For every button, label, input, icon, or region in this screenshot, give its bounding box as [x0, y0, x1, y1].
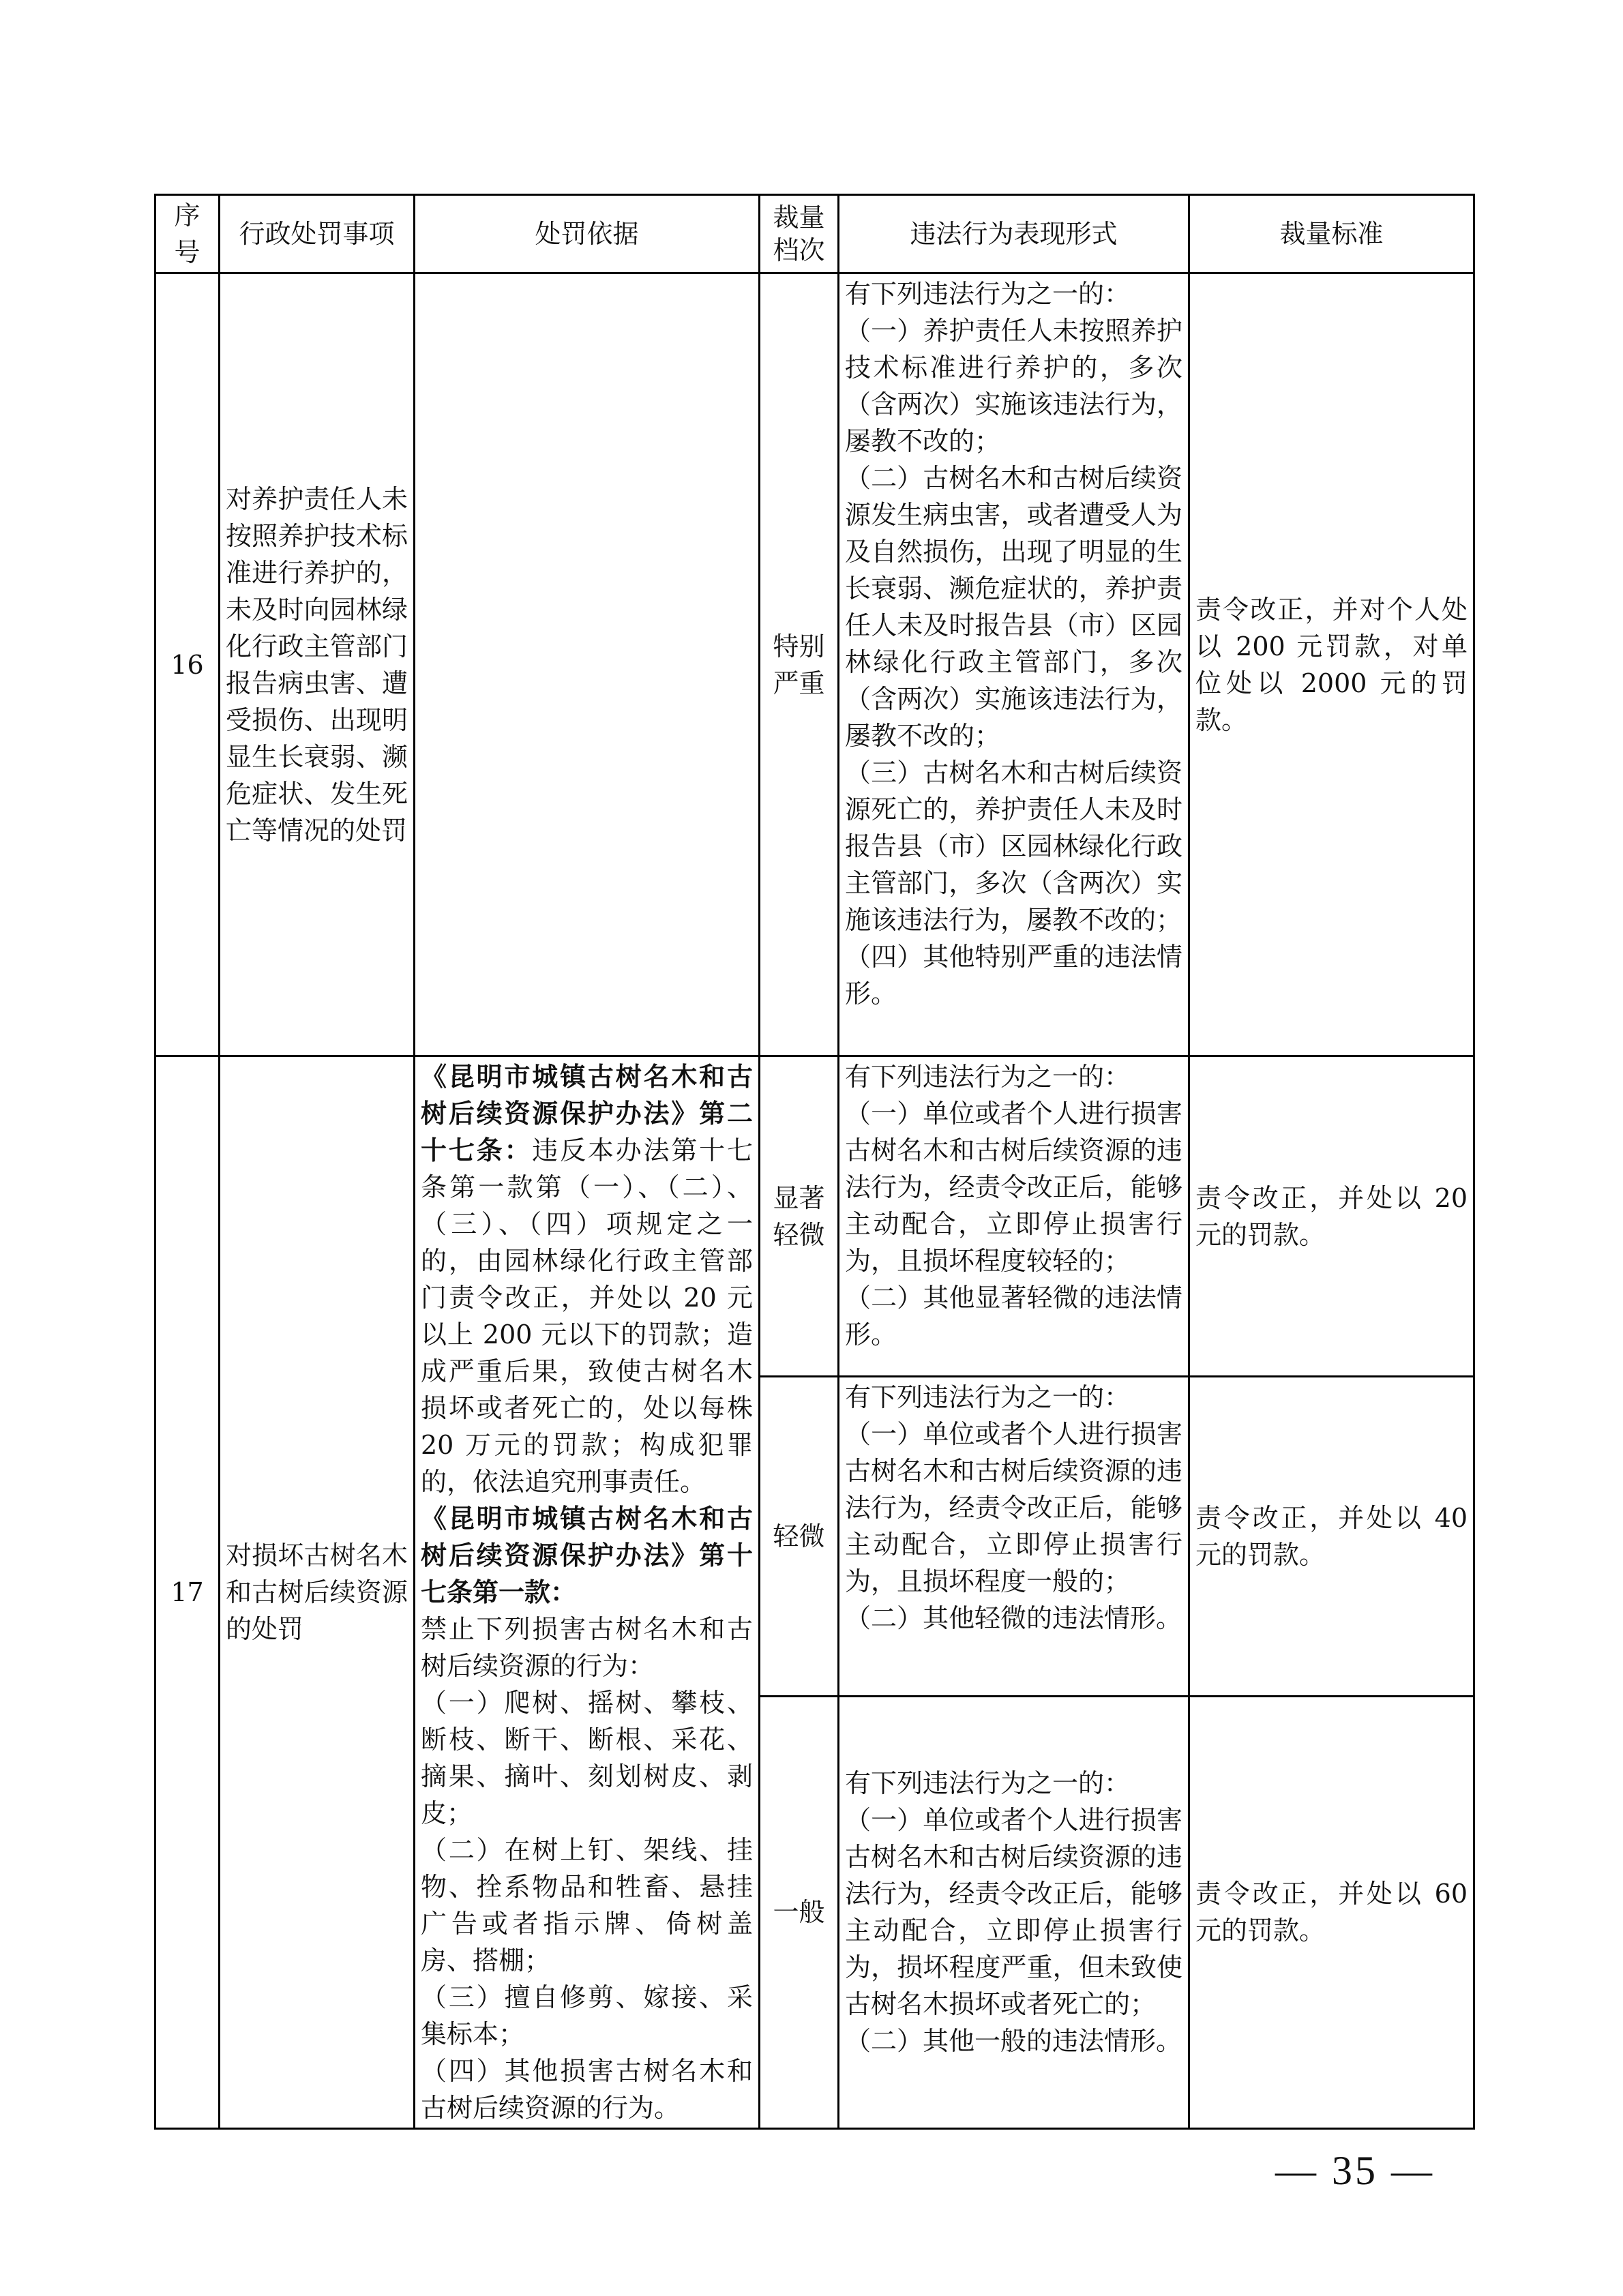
table-row	[155, 1056, 1474, 1377]
basis-article-title: 《昆明市城镇古树名木和古树后续资源保护办法》第十七条第一款：	[421, 1503, 753, 1607]
seq-cell: 16	[155, 273, 220, 1056]
standard-cell: 责令改正，并处以 40 元的罚款。	[1189, 1377, 1474, 1696]
form-line: （二）其他显著轻微的违法情形。	[845, 1283, 1182, 1350]
basis-cell	[415, 273, 760, 1056]
header-item: 行政处罚事项	[220, 195, 415, 273]
level-cell: 显著轻微	[760, 1056, 839, 1377]
basis-paragraph	[421, 1500, 753, 1611]
basis-paragraph: （三）擅自修剪、嫁接、采集标本；	[421, 1982, 753, 2049]
basis-paragraph: 禁止下列损害古树名木和古树后续资源的行为：	[421, 1614, 753, 1681]
form-line: （三）古树名木和古树后续资源死亡的，养护责任人未及时报告县（市）区园林绿化行政主管部门，多次（含两次）实施该违法行为，屡教不改的；	[845, 758, 1182, 935]
header-form: 违法行为表现形式	[839, 195, 1189, 273]
basis-article-text: 违反本办法第十七条第一款第（一）、（二）、（三）、（四）项规定之一的，由园林绿化行政主管部门责令改正，并处以 20 元以上 200 元以下的罚款；造成严重后果，致使古树名木损坏或者死亡的，处以每株 20 万元的罚款；构成犯罪的，依法追究刑事责任。	[421, 1135, 753, 1497]
header-level: 裁量档次	[760, 195, 839, 273]
table-row	[155, 273, 1474, 1056]
level-cell: 一般	[760, 1696, 839, 2128]
basis-cell	[415, 1056, 760, 2129]
standard-cell: 责令改正，并处以 60 元的罚款。	[1189, 1696, 1474, 2128]
basis-paragraph: （一）爬树、摇树、攀枝、断枝、断干、断根、采花、摘果、摘叶、刻划树皮、剥皮；	[421, 1688, 753, 1828]
header-basis: 处罚依据	[415, 195, 760, 273]
form-line: 有下列违法行为之一的：	[845, 279, 1131, 309]
form-cell	[839, 1056, 1189, 1377]
form-line: （二）其他一般的违法情形。	[845, 2026, 1182, 2057]
form-line: 有下列违法行为之一的：	[845, 1382, 1131, 1413]
penalty-table	[154, 194, 1475, 2130]
form-line: （二）古树名木和古树后续资源发生病虫害，或者遭受人为及自然损伤，出现了明显的生长衰弱、濒危症状的，养护责任人未及时报告县（市）区园林绿化行政主管部门，多次（含两次）实施该违法行为，屡教不改的；	[845, 463, 1182, 751]
basis-article-title: 《昆明市城镇古树名木和古树后续资源保护办法》第二十七条：	[421, 1061, 753, 1165]
form-cell	[839, 1696, 1189, 2128]
form-line: （一）单位或者个人进行损害古树名木和古树后续资源的违法行为，经责令改正后，能够主动配合，立即停止损害行为，且损坏程度较轻的；	[845, 1099, 1182, 1276]
level-cell: 特别严重	[760, 273, 839, 1056]
header-standard: 裁量标准	[1189, 195, 1474, 273]
level-cell: 轻微	[760, 1377, 839, 1696]
standard-cell: 责令改正，并对个人处以 200 元罚款，对单位处以 2000 元的罚款。	[1189, 273, 1474, 1056]
form-line: （一）养护责任人未按照养护技术标准进行养护的，多次（含两次）实施该违法行为，屡教不改的；	[845, 316, 1182, 456]
form-line: 有下列违法行为之一的：	[845, 1768, 1131, 1799]
seq-cell: 17	[155, 1056, 220, 2129]
form-cell	[839, 1377, 1189, 1696]
table-header	[155, 195, 1474, 273]
basis-paragraph: （二）在树上钉、架线、挂物、拴系物品和牲畜、悬挂广告或者指示牌、倚树盖房、搭棚；	[421, 1835, 753, 1976]
form-line: （二）其他轻微的违法情形。	[845, 1603, 1182, 1634]
standard-cell: 责令改正，并处以 20 元的罚款。	[1189, 1056, 1474, 1377]
page-number: — 35 —	[1275, 2148, 1435, 2193]
form-line: 有下列违法行为之一的：	[845, 1062, 1131, 1092]
header-seq: 序号	[155, 195, 220, 273]
form-cell	[839, 273, 1189, 1056]
form-line: （一）单位或者个人进行损害古树名木和古树后续资源的违法行为，经责令改正后，能够主动配合，立即停止损害行为，且损坏程度一般的；	[845, 1419, 1182, 1597]
form-line: （四）其他特别严重的违法情形。	[845, 942, 1182, 1009]
form-line: （一）单位或者个人进行损害古树名木和古树后续资源的违法行为，经责令改正后，能够主动配合，立即停止损害行为，损坏程度严重，但未致使古树名木损坏或者死亡的；	[845, 1805, 1182, 2020]
item-cell: 对养护责任人未按照养护技术标准进行养护的，未及时向园林绿化行政主管部门报告病虫害、遭受损伤、出现明显生长衰弱、濒危症状、发生死亡等情况的处罚	[220, 273, 415, 1056]
basis-paragraph	[421, 1058, 753, 1500]
item-cell: 对损坏古树名木和古树后续资源的处罚	[220, 1056, 415, 2129]
basis-paragraph: （四）其他损害古树名木和古树后续资源的行为。	[421, 2056, 753, 2123]
